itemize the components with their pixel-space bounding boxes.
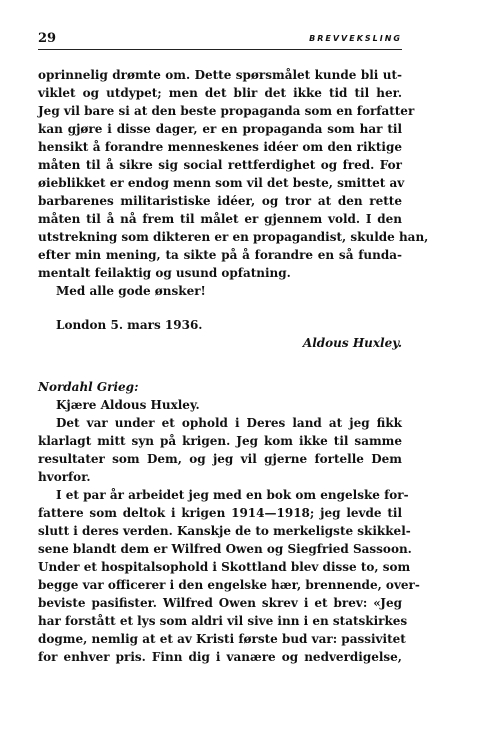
text-line: Det var under et ophold i Deres land at jeg fikk (56, 416, 402, 430)
text-line: sene blandt dem er Wilfred Owen og Siegfried Sassoon. (38, 542, 412, 556)
text-line: begge var officerer i den engelske hær, brennende, over- (38, 578, 420, 592)
place-date: London 5. mars 1936. (56, 318, 203, 332)
text-line: måten til å sikre sig social rettferdighet og fred. For (38, 158, 402, 172)
page-number: 29 (38, 31, 57, 46)
running-head: BREVVEKSLING (309, 34, 402, 43)
letter-salutation: Kjære Aldous Huxley. (56, 398, 200, 412)
text-line: hvorfor. (38, 470, 91, 484)
text-line: slutt i deres verden. Kanskje de to merkeligste skikkel- (38, 524, 411, 538)
text-line: dogme, nemlig at et av Kristi første bud var: passivitet (38, 632, 406, 646)
text-line: Under et hospitalsophold i Skottland blev disse to, som (38, 560, 411, 574)
text-line: fattere som deltok i krigen 1914—1918; jeg levde til (38, 506, 402, 520)
text-line: øieblikket er endog menn som vil det beste, smittet av (38, 176, 405, 190)
page-body (38, 66, 429, 666)
text-line: resultater som Dem, og jeg vil gjerne fortelle Dem (38, 452, 402, 466)
text-line: beviste pasifister. Wilfred Owen skrev i et brev: «Jeg (38, 596, 402, 610)
text-line: utstrekning som dikteren er en propagandist, skulde han, (38, 230, 429, 244)
text-line: Jeg vil bare si at den beste propaganda som en forfatter (38, 104, 415, 118)
text-line: barbarenes militaristiske idéer, og tror at den rette (38, 194, 402, 208)
page-header (38, 33, 402, 50)
letter-author: Nordahl Grieg: (38, 380, 139, 394)
text-line: for enhver pris. Finn dig i vanære og nedverdigelse, (38, 650, 402, 664)
text-line: I et par år arbeidet jeg med en bok om engelske for- (56, 488, 409, 502)
text-line: klarlagt mitt syn på krigen. Jeg kom ikke til samme (38, 434, 402, 448)
text-line: oprinnelig drømte om. Dette spørsmålet kunde bli ut- (38, 68, 402, 82)
text-line: har forstått et lys som aldri vil sive inn i en statskirkes (38, 614, 408, 628)
text-line: mentalt feilaktig og usund opfatning. (38, 266, 291, 280)
signature: Aldous Huxley. (302, 336, 402, 350)
text-line: efter min mening, ta sikte på å forandre en så funda- (38, 248, 402, 262)
text-line: måten til å nå frem til målet er gjennem vold. I den (38, 212, 402, 226)
text-line: hensikt å forandre menneskenes idéer om den riktige (38, 140, 402, 154)
text-line: viklet og utdypet; men det blir det ikke tid til her. (38, 86, 402, 100)
letter-closing: Med alle gode ønsker! (56, 284, 206, 298)
text-line: kan gjøre i disse dager, er en propaganda som har til (38, 122, 402, 136)
